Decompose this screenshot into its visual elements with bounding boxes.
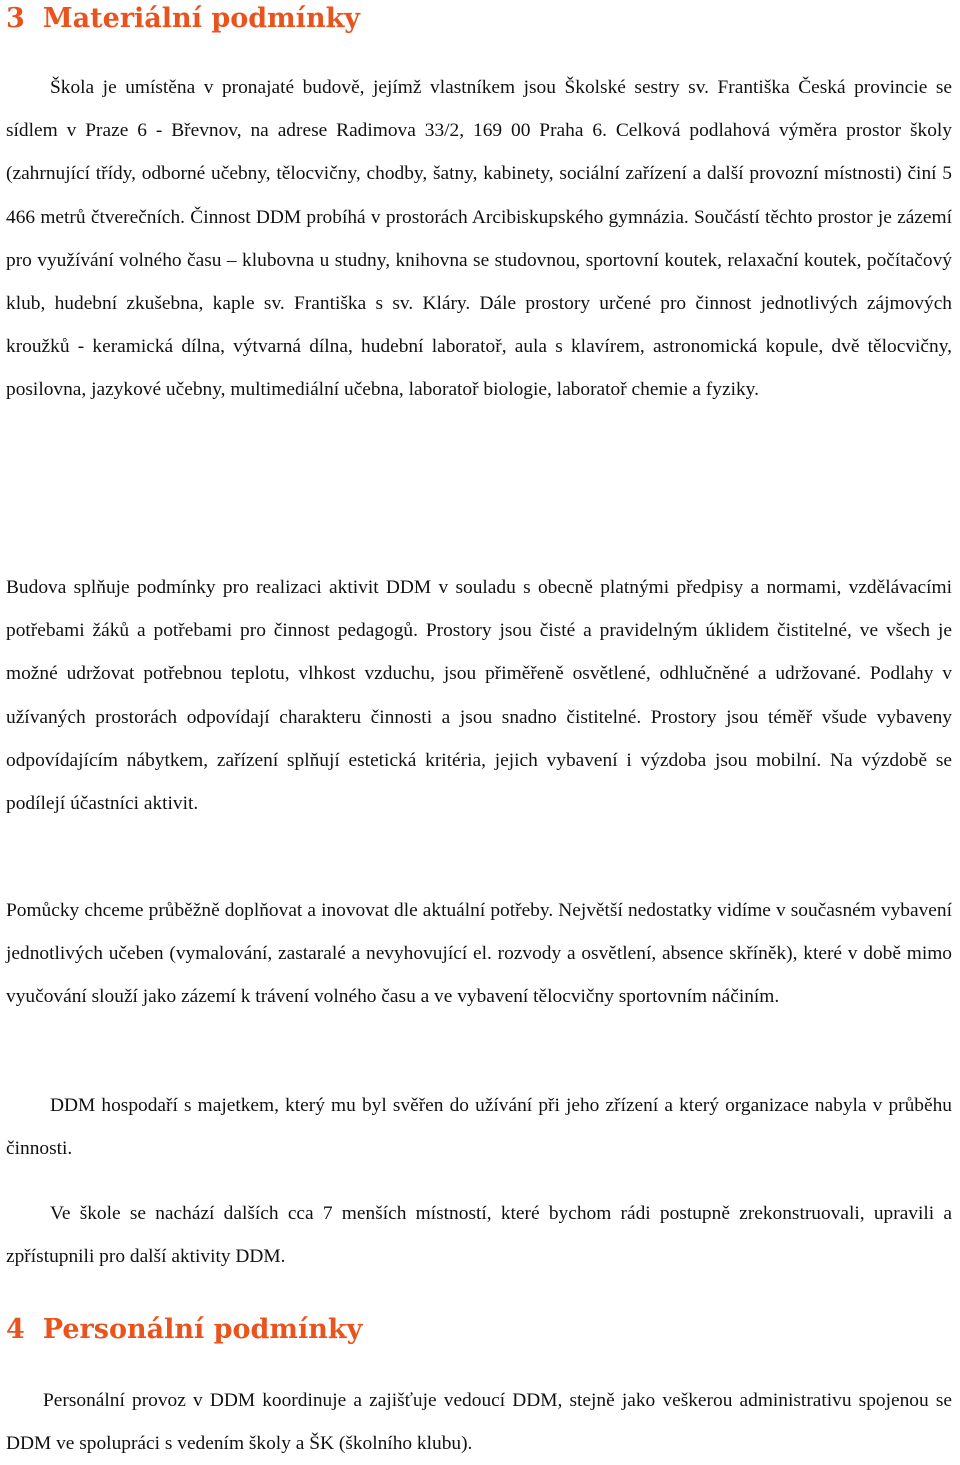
paragraph-pomucky: Pomůcky chceme průběžně doplňovat a inovovat dle aktuální potřeby. Největší nedostatky vidíme v současném vybavení jednotlivých učeben (vymalování, zastaralé a nevyhovující el. rozvody a osvětlení, absence skříněk), které v době mimo vyučování slouží jako zázemí k trávení volného času a ve vybavení tělocvičny sportovním náčiním. xyxy=(6,900,952,1008)
section-title: Materiální podmínky xyxy=(42,3,360,34)
section-heading-personalni xyxy=(6,1313,362,1347)
section-number: 4 xyxy=(6,1314,25,1345)
section-title: Personální podmínky xyxy=(42,1314,363,1345)
paragraph-budova-vymera: Škola je umístěna v pronajaté budově, jejímž vlastníkem jsou Školské sestry sv. Františka Česká provincie se sídlem v Praze 6 - Břevnov, na adrese Radimova 33/2, 169 00 Praha 6. Celková podlahová výměra prostor školy (zahrnující třídy, odborné učebny, tělocvičny, chodby, šatny, kabinety, sociální zařízení a další provozní místnosti) činí 5 466 metrů čtverečních. Činnost DDM probíhá v prostorách Arcibiskupského gymnázia. Součástí těchto prostor je zázemí pro využívání volného času – klubovna u studny, knihovna se studovnou, sportovní koutek, relaxační koutek, počítačový klub, hudební zkušebna, kaple sv. Františka s sv. Kláry. Dále prostory určené pro činnost jednotlivých zájmových kroužků - keramická dílna, výtvarná dílna, hudební laboratoř, aula s klavírem, astronomická kopule, dvě tělocvičny, posilovna, jazykové učebny, multimediální učebna, laboratoř biologie, laboratoř chemie a fyziky. xyxy=(6,77,952,401)
paragraph-personalni-provoz: Personální provoz v DDM koordinuje a zajišťuje vedoucí DDM, stejně jako veškerou administrativu spojenou se DDM ve spolupráci s vedením školy a ŠK (školního klubu). xyxy=(6,1390,952,1455)
paragraph-mistnosti: Ve škole se nachází dalších cca 7 menších místností, které bychom rádi postupně zrekonstruovali, upravili a zpřístupnili pro další aktivity DDM. xyxy=(6,1203,952,1268)
paragraph-majetek: DDM hospodaří s majetkem, který mu byl svěřen do užívání při jeho zřízení a který organizace nabyla v průběhu činnosti. xyxy=(6,1095,952,1160)
section-heading-materialni xyxy=(6,2,360,36)
section-number: 3 xyxy=(6,3,25,34)
paragraph-podminky-budovy: Budova splňuje podmínky pro realizaci aktivit DDM v souladu s obecně platnými předpisy a normami, vzdělávacími potřebami žáků a potřebami pro činnost pedagogů. Prostory jsou čisté a pravidelným úklidem čistitelné, ve všech je možné udržovat potřebnou teplotu, vlhkost vzduchu, jsou přiměřeně osvětlené, odhlučněné a udržované. Podlahy v užívaných prostorách odpovídají charakteru činnosti a jsou snadno čistitelné. Prostory jsou téměř všude vybaveny odpovídajícím nábytkem, zařízení splňují estetická kritéria, jejich vybavení i výzdoba jsou mobilní. Na výzdobě se podílejí účastníci aktivit. xyxy=(6,577,952,815)
